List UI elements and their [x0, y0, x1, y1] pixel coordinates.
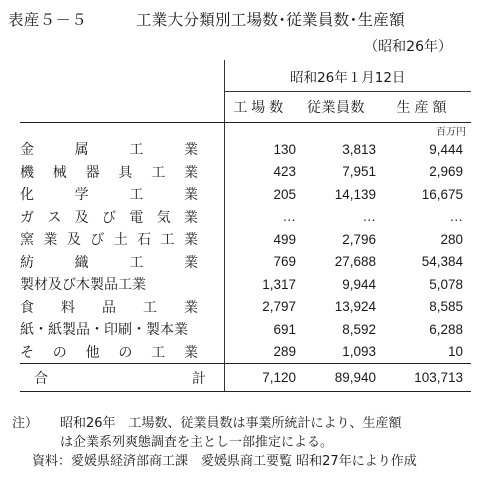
table-title: 工業大分類別工場数･従業員数･生産額: [136, 11, 405, 29]
page-title: [8, 8, 472, 30]
row-label: [20, 206, 224, 229]
cell-employees: 3,813: [342, 141, 376, 157]
industry-stats-table: [20, 60, 471, 392]
table-row: [20, 251, 471, 274]
note-text-1: 昭和26年 工場数、従業員数は事業所統計により、生産額: [60, 416, 402, 431]
col-header-employees: 従業員数: [296, 92, 376, 123]
production-unit: 百万円: [436, 127, 467, 138]
row-label: [20, 318, 224, 341]
footnotes: [12, 414, 417, 471]
row-label-text: ガ ス 及 び 電 気 業: [20, 209, 198, 226]
cell-factories: 691: [273, 321, 296, 337]
cell-factories: 2,797: [262, 299, 296, 315]
table-row: [20, 273, 471, 296]
row-label-text: 金 属 工 業: [20, 142, 198, 159]
cell-factories: 1,317: [262, 276, 296, 292]
cell-factories: 205: [273, 186, 296, 202]
row-label-text: 化 学 工 業: [20, 187, 198, 204]
row-label-text: 食 料 品 工 業: [20, 299, 198, 316]
cell-employees: …: [362, 209, 376, 225]
total-factories: 7,120: [224, 364, 296, 392]
cell-production: 5,078: [429, 276, 464, 292]
cell-production: 280: [440, 231, 464, 247]
row-label-text: 機 械 器 具 工 業: [20, 164, 198, 181]
total-row: [20, 364, 471, 392]
note-mark: 注）: [12, 416, 39, 431]
row-label: [20, 296, 224, 319]
cell-employees: 7,951: [342, 164, 376, 180]
cell-factories: 289: [273, 344, 296, 360]
cell-employees: 9,944: [342, 276, 376, 292]
table-id: 表産５－５: [8, 11, 88, 29]
row-label: [20, 251, 224, 274]
note-line-1: [12, 414, 417, 433]
cell-factories: 769: [273, 254, 296, 270]
table-row: [20, 161, 471, 184]
units-row: [20, 123, 471, 139]
col-header-production: 生産額: [376, 92, 471, 123]
source-label: 資料：: [32, 454, 72, 469]
table-row: [20, 183, 471, 206]
row-label-text: 紙・紙製品・印刷・製本業: [20, 322, 188, 339]
row-label: [20, 341, 224, 364]
row-label: [20, 183, 224, 206]
cell-factories: 423: [273, 164, 296, 180]
source-text: 愛媛県経済部商工課 愛媛県商工要覧 昭和27年により作成: [71, 454, 417, 469]
cell-factories: 130: [273, 141, 296, 157]
header-corner: [20, 60, 224, 123]
table-row: [20, 296, 471, 319]
row-label-text: そ の 他 の 工 業: [20, 344, 198, 361]
cell-employees: 27,688: [334, 254, 376, 270]
cell-production: 8,585: [429, 299, 464, 315]
total-label-text: 合 計: [34, 370, 206, 387]
total-production: 103,713: [376, 364, 471, 392]
table-row: [20, 206, 471, 229]
col-header-factories: 工場数: [224, 92, 296, 123]
header-row-date: [20, 60, 471, 92]
row-label-text: 窯 業 及 び 土 石 工 業: [20, 232, 198, 249]
row-label-text: 製材及び木製品工業: [20, 277, 146, 294]
cell-production: 9,444: [429, 141, 464, 157]
table-row: [20, 138, 471, 161]
cell-employees: 2,796: [342, 231, 376, 247]
total-employees: 89,940: [296, 364, 376, 392]
cell-factories: …: [282, 209, 296, 225]
cell-production: 10: [448, 344, 464, 360]
cell-employees: 14,139: [334, 186, 376, 202]
cell-production: 6,288: [429, 321, 464, 337]
note-line-2: [12, 433, 417, 452]
source-line: [12, 452, 417, 471]
row-label-text: 紡 織 工 業: [20, 254, 198, 271]
cell-employees: 8,592: [342, 321, 376, 337]
date-header: 昭和26年１月12日: [224, 60, 471, 92]
table-row: [20, 318, 471, 341]
note-text-2: は企業系列爽態調査を主とし一部推定による。: [60, 435, 334, 450]
table-row: [20, 341, 471, 364]
cell-factories: 499: [273, 231, 296, 247]
cell-production: 16,675: [421, 186, 464, 202]
table-subtitle: （昭和26年）: [364, 39, 452, 55]
row-label: [20, 138, 224, 161]
total-label: [20, 364, 224, 392]
row-label: [20, 273, 224, 296]
cell-production: …: [449, 209, 464, 225]
cell-employees: 13,924: [334, 299, 376, 315]
cell-employees: 1,093: [342, 344, 376, 360]
cell-production: 2,969: [429, 164, 464, 180]
row-label: [20, 161, 224, 184]
row-label: [20, 228, 224, 251]
cell-production: 54,384: [421, 254, 464, 270]
table-row: [20, 228, 471, 251]
